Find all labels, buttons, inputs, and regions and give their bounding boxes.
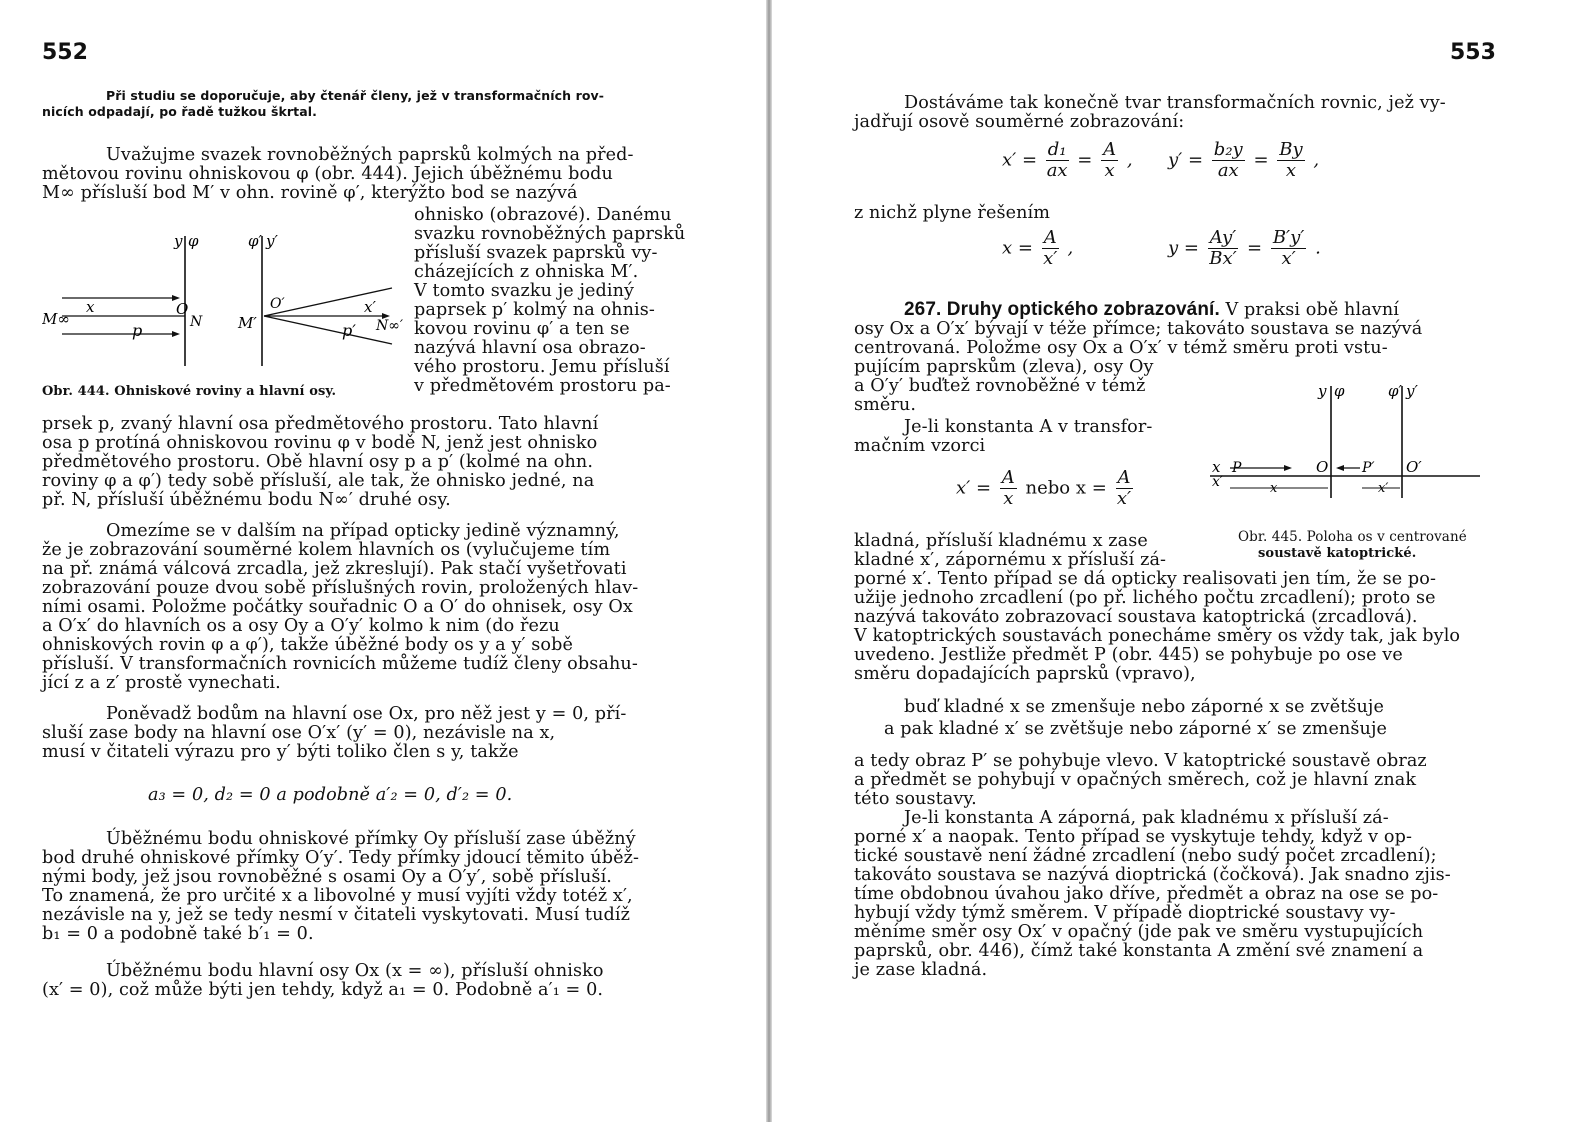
equation-x (1002, 228, 1073, 269)
figure-label: x (86, 298, 95, 316)
equation-transform (956, 468, 1136, 509)
text-line: jící z a z′ prostě vynechati. (42, 673, 281, 693)
figure-label: p′ (342, 321, 356, 340)
fraction (1000, 468, 1017, 509)
eq-part: x′ = (956, 477, 992, 499)
fraction-denominator: x (1003, 488, 1014, 509)
figure-label: P′ (1362, 460, 1375, 476)
text-line: a O′y′ buďtež rovnoběžné v témž (854, 376, 1146, 396)
eq-part: , (1067, 237, 1074, 259)
text-line: kovou rovinu φ′ a ten se (414, 319, 630, 339)
fraction-denominator: x′ (1281, 248, 1296, 269)
text-line: a tedy obraz P′ se pohybuje vlevo. V katoptrické soustavě obraz (854, 751, 1427, 771)
fraction (1116, 468, 1133, 509)
text-line: jadřují osově souměrné zobrazování: (854, 112, 1185, 132)
text-line: To znamená, že pro určité x a libovolné y musí vyjíti vždy totéž x′, (42, 886, 633, 906)
text-line: tíme obdobnou úvahou jako dříve, předmět a obraz na ose se po- (854, 884, 1439, 904)
text-line: paprsek p′ kolmý na ohnis- (414, 300, 655, 320)
text-line: ohniskových rovin φ a φ′), takže úběžné body os y a y′ sobě (42, 635, 573, 655)
text-line: V tomto svazku je jediný (414, 281, 635, 301)
equation-x-prime (1002, 140, 1133, 181)
figure-label: x (1212, 458, 1221, 476)
footnote-line: nicích odpadají, po řadě tužkou škrtal. (42, 104, 317, 119)
text-line: př. N, přísluší úběžnému bodu N∞′ druhé osy. (42, 490, 451, 510)
text-line: Omezíme se v dalším na případ opticky jedině významný, (106, 521, 620, 541)
text-line: Poněvadž bodům na hlavní ose Ox, pro něž jest y = 0, pří- (106, 704, 627, 724)
eq-part: , (1126, 149, 1133, 171)
eq-part: = (1246, 237, 1263, 259)
text-line: směru dopadajících paprsků (vpravo), (854, 664, 1196, 684)
fraction-numerator: d₁ (1047, 139, 1067, 160)
text-line: cházejících z ohniska M′. (414, 262, 639, 282)
figure-445 (1210, 378, 1490, 498)
figure-label: P (1232, 460, 1242, 476)
fraction (1042, 228, 1059, 269)
eq-part: nebo x = (1025, 477, 1107, 499)
text-line: Je-li konstanta A záporná, pak kladnému x přísluší zá- (904, 808, 1389, 828)
text-line: centrovaná. Položme osy Ox a O′x′ v témž směru proti vstu- (854, 338, 1388, 358)
text-line: porné x′. Tento případ se dá opticky realisovati jen tím, že se po- (854, 569, 1437, 589)
footnote-line: Při studiu se doporučuje, aby čtenář členy, jež v transformačních rov- (106, 88, 605, 103)
figure-caption: soustavě katoptrické. (1258, 546, 1417, 561)
figure-label: p (132, 321, 143, 340)
figure-label: x′ (364, 298, 376, 316)
eq-part: y′ = (1168, 149, 1204, 171)
text-line: tické soustavě není žádné zrcadlení (nebo sudý počet zrcadlení); (854, 846, 1437, 866)
figure-label: O′ (270, 296, 285, 312)
text-line: mačním vzorci (854, 436, 986, 456)
right-page (770, 0, 1594, 1122)
eq-part: x′ = (1002, 149, 1038, 171)
text-line: že je zobrazování souměrné kolem hlavních os (vylučujeme tím (42, 540, 611, 560)
figure-label: x′ (1378, 481, 1389, 496)
fraction-denominator: x (1104, 160, 1115, 181)
text-line: a pak kladné x′ se zvětšuje nebo záporné x′ se zmenšuje (884, 719, 1388, 739)
eq-part: x = (1002, 237, 1033, 259)
text-line: v předmětovém prostoru pa- (414, 376, 671, 396)
fraction-numerator: A (1043, 227, 1057, 248)
eq-part: , (1313, 149, 1320, 171)
text-line: přísluší svazek paprsků vy- (414, 243, 658, 263)
text-line: bod druhé ohniskové přímky O′y′. Tedy přímky jdoucí těmito úběž- (42, 848, 640, 868)
fraction-denominator: x (1285, 160, 1297, 181)
figure-444 (42, 226, 412, 366)
text-line: kladné x′, zápornému x přísluší zá- (854, 550, 1167, 570)
text-line: prsek p, zvaný hlavní osa předmětového prostoru. Tato hlavní (42, 414, 599, 434)
text-line: užije jednoho zrcadlení (po př. lichého počtu zrcadlení); proto se (854, 588, 1436, 608)
text-line: nezávisle na y, jež se tedy nesmí v čitateli vyskytovati. Musí tudíž (42, 905, 630, 925)
text-line: vého prostoru. Jemu přísluší (414, 357, 670, 377)
text-line: ními osami. Položme počátky souřadnic O a O′ do ohnisek, osy Ox (42, 597, 633, 617)
text-line: nými body, jež jsou rovnoběžné s osami Oy a O′y′, sobě přísluší. (42, 867, 612, 887)
text-line: nazývá hlavní osa obrazo- (414, 338, 646, 358)
text-line: zobrazování pouze dvou sobě příslušných rovin, proložených hlav- (42, 578, 639, 598)
eq-part: = (1077, 149, 1093, 171)
fraction-numerator: A (1103, 139, 1117, 160)
fraction-numerator: A (1001, 467, 1015, 488)
text-line: předmětového prostoru. Obě hlavní osy p a p′ (kolmé na ohn. (42, 452, 594, 472)
fraction (1271, 228, 1307, 269)
text-line: buď kladné x se zmenšuje nebo záporné x se zvětšuje (904, 697, 1385, 717)
fraction-numerator: b₂y (1213, 139, 1243, 160)
figure-label: y (174, 232, 183, 250)
text-line: mětovou rovinu ohniskovou φ (obr. 444). Jejich úběžnému bodu (42, 164, 613, 184)
figure-label: y′ (266, 232, 278, 250)
left-page (0, 0, 770, 1122)
text-line: porné x′ a naopak. Tento případ se vyskytuje tehdy, když v op- (854, 827, 1412, 847)
text-line: sluší zase body na hlavní ose O′x′ (y′ = 0), nezávisle na x, (42, 723, 556, 743)
text-line: (x′ = 0), což může býti jen tehdy, když a₁ = 0. Podobně a′₁ = 0. (42, 980, 604, 1000)
fraction (1277, 140, 1304, 181)
figure-label: O (176, 300, 189, 318)
figure-label: φ′ (1388, 382, 1402, 400)
eq-part: y = (1168, 237, 1199, 259)
figure-label: y′ (1406, 382, 1418, 400)
eq-part: . (1315, 237, 1321, 259)
section-heading-line (904, 300, 1399, 320)
figure-label: φ (188, 232, 199, 250)
page-number: 552 (42, 40, 88, 65)
text-line: Uvažujme svazek rovnoběžných paprsků kolmých na před- (106, 145, 634, 165)
text-line: paprsků, obr. 446), čímž také konstanta A změní své znamení a (854, 941, 1424, 961)
text-line: osy Ox a O′x′ bývají v téže přímce; takováto soustava se nazývá (854, 319, 1423, 339)
fraction-numerator: Ay′ (1209, 227, 1237, 248)
fraction-denominator: x′ (1043, 248, 1058, 269)
text-line: Je-li konstanta A v transfor- (904, 417, 1153, 437)
figure-label: O (1316, 458, 1329, 476)
figure-label: x′ (1212, 474, 1224, 490)
text-line: V katoptrických soustavách ponecháme směry os vždy tak, jak bylo (854, 626, 1461, 646)
fraction-numerator: B′y′ (1272, 227, 1305, 248)
text-line: je zase kladná. (854, 960, 988, 980)
text-line: měníme směr osy Ox′ v opačný (jde pak ve směru vystupujících (854, 922, 1424, 942)
fraction-numerator: By (1279, 139, 1303, 160)
text-line: z nichž plyne řešením (854, 203, 1051, 223)
text-line: kladná, přísluší kladnému x zase (854, 531, 1148, 551)
equation: a₃ = 0, d₂ = 0 a podobně a′₂ = 0, d′₂ = 0. (148, 785, 513, 805)
fraction-numerator: A (1117, 467, 1131, 488)
figure-label: N∞′ (376, 318, 404, 334)
fraction-denominator: ax (1217, 160, 1239, 181)
fraction (1212, 140, 1245, 181)
figure-label: y (1318, 382, 1327, 400)
text-line: musí v čitateli výrazu pro y′ býti toliko člen s y, takže (42, 742, 519, 762)
figure-label: M′ (238, 314, 257, 332)
figure-label: O′ (1406, 458, 1422, 476)
figure-caption: Obr. 444. Ohniskové roviny a hlavní osy. (42, 384, 337, 399)
text-line: ohnisko (obrazové). Danému (414, 205, 672, 225)
text-line: na př. známá válcová zrcadla, jež zkreslují). Pak stačí vyšetřovati (42, 559, 627, 579)
text-line: svazku rovnoběžných paprsků (414, 224, 686, 244)
text-span: V praksi obě hlavní (1219, 300, 1399, 320)
fraction (1046, 140, 1069, 181)
text-line: b₁ = 0 a podobně také b′₁ = 0. (42, 924, 314, 944)
text-line: takováto soustava se nazývá dioptrická (čočková). Jak snadno zjis- (854, 865, 1451, 885)
fraction (1101, 140, 1118, 181)
equation-y (1168, 228, 1321, 269)
fraction-denominator: x′ (1116, 488, 1132, 509)
figure-label: x (1270, 481, 1278, 496)
page-number: 553 (1450, 40, 1496, 65)
figure-label: N (190, 314, 203, 330)
figure-label: φ (1334, 382, 1345, 400)
text-line: a předmět se pohybují v opačných směrech, což je hlavní znak (854, 770, 1417, 790)
fraction-denominator: ax (1046, 160, 1068, 181)
text-line: směru. (854, 395, 917, 415)
fraction (1208, 228, 1239, 269)
text-line: hybují vždy týmž směrem. V případě dioptrické soustavy vy- (854, 903, 1396, 923)
fraction-denominator: Bx′ (1209, 248, 1237, 269)
text-line: Dostáváme tak konečně tvar transformačních rovnic, jež vy- (904, 93, 1446, 113)
text-line: roviny φ a φ′) tedy sobě přísluší, ale tak, že ohnisko jedné, na (42, 471, 595, 491)
text-line: pujícím paprskům (zleva), osy Oy (854, 357, 1154, 377)
text-line: přísluší. V transformačních rovnicích můžeme tudíž členy obsahu- (42, 654, 638, 674)
section-heading: 267. Druhy optického zobrazování. (904, 299, 1220, 320)
figure-label: φ′ (248, 232, 262, 250)
text-line: Úběžnému bodu ohniskové přímky Oy přísluší zase úběžný (106, 829, 636, 849)
text-line: této soustavy. (854, 789, 977, 809)
eq-part: = (1253, 149, 1269, 171)
figure-caption: Obr. 445. Poloha os v centrované (1238, 529, 1467, 545)
text-line: uvedeno. Jestliže předmět P (obr. 445) se pohybuje po ose ve (854, 645, 1403, 665)
text-line: M∞ přísluší bod M′ v ohn. rovině φ′, kterýžto bod se nazývá (42, 183, 578, 203)
text-line: Úběžnému bodu hlavní osy Ox (x = ∞), přísluší ohnisko (106, 961, 604, 981)
figure-label: M∞ (42, 310, 70, 328)
text-line: osa p protíná ohniskovou rovinu φ v bodě N, jenž jest ohnisko (42, 433, 598, 453)
text-line: a O′x′ do hlavních os a osy Oy a O′y′ kolmo k nim (do řezu (42, 616, 560, 636)
equation-y-prime (1168, 140, 1319, 181)
text-line: nazývá takováto zobrazovací soustava katoptrická (zrcadlová). (854, 607, 1418, 627)
